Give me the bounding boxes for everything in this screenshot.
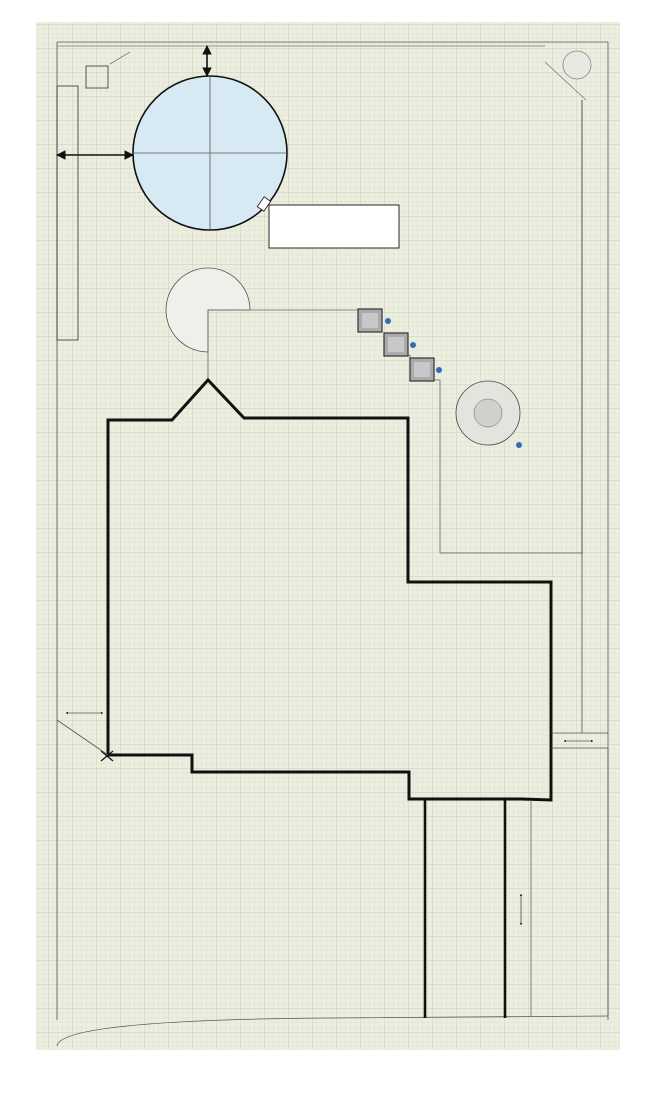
- grid-lines: [36, 22, 620, 1050]
- corner-shrub-icon: [563, 51, 591, 79]
- ladder-callout: [269, 205, 399, 248]
- above-ground-pool: [133, 76, 287, 230]
